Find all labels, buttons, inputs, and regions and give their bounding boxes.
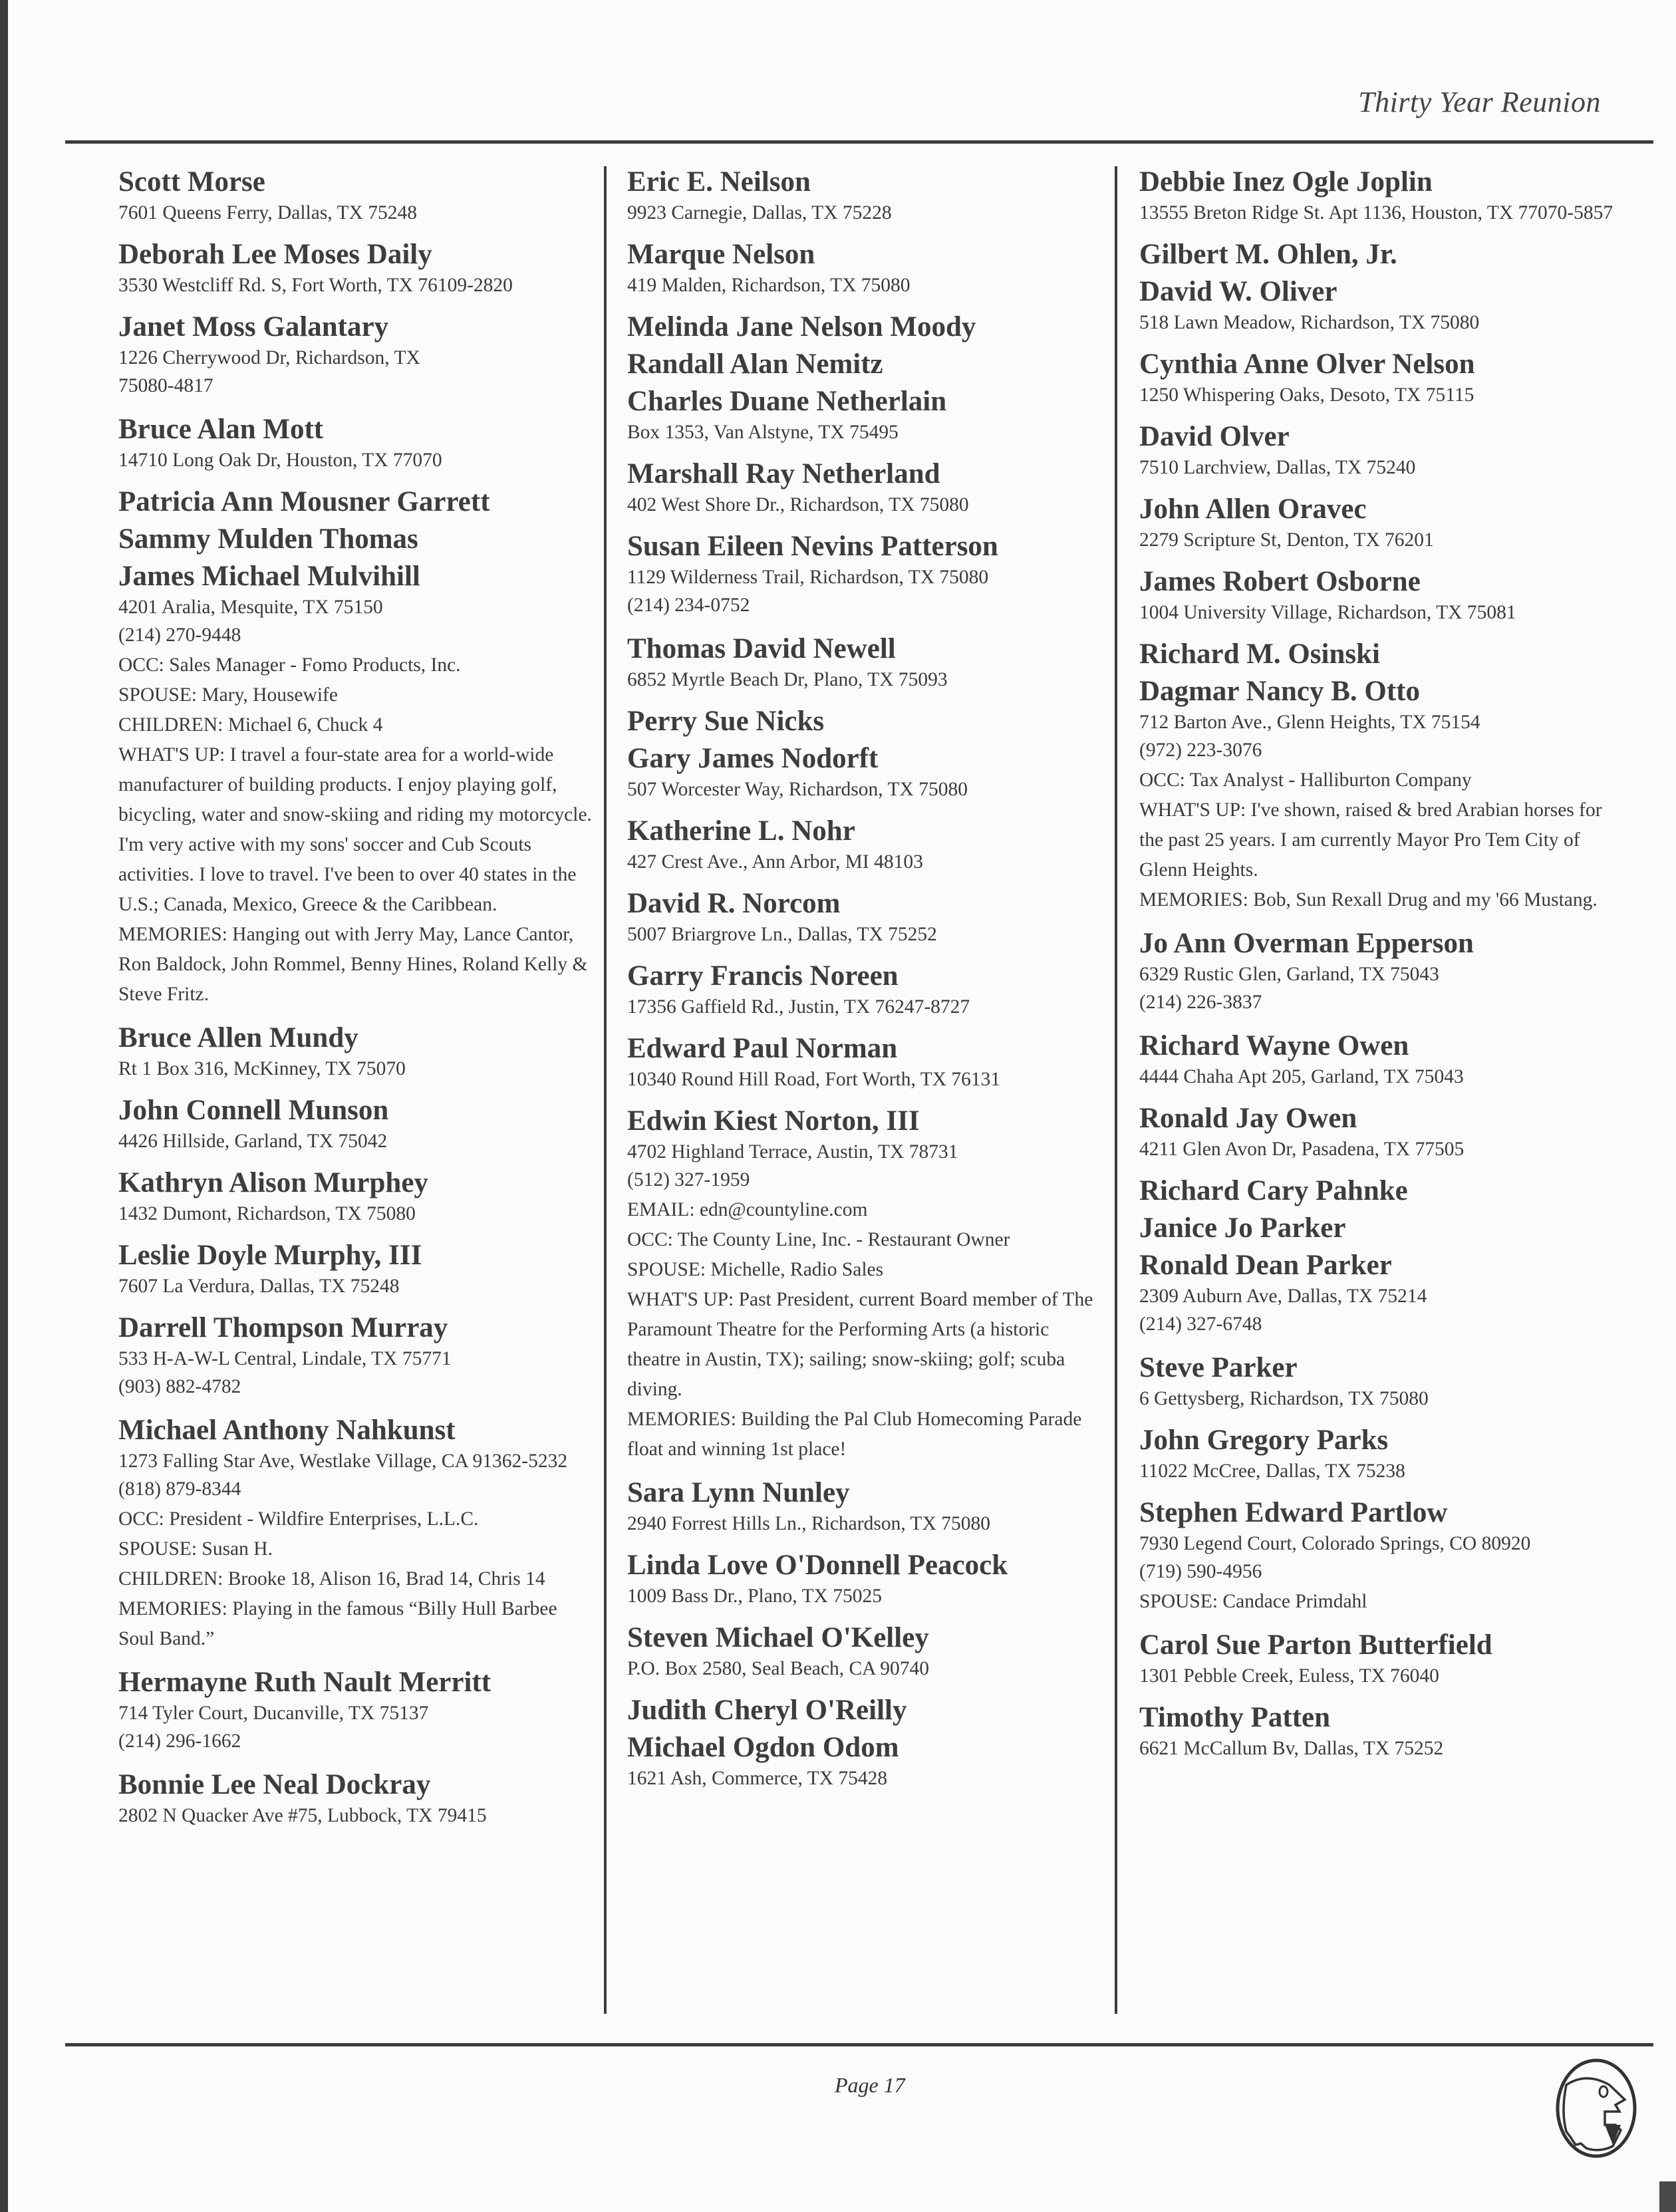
classmate-name: Edward Paul Norman bbox=[627, 1033, 898, 1064]
column-divider-2 bbox=[1115, 166, 1117, 2014]
directory-entry bbox=[118, 559, 597, 1010]
directory-entry bbox=[627, 457, 1106, 518]
classmate-name: Dagmar Nancy B. Otto bbox=[1139, 676, 1421, 707]
classmate-name: Ronald Dean Parker bbox=[1139, 1250, 1392, 1281]
address-line: 4702 Highland Terrace, Austin, TX 78731 bbox=[627, 1141, 958, 1163]
address-line: 7601 Queens Ferry, Dallas, TX 75248 bbox=[118, 202, 417, 223]
address-line: 9923 Carnegie, Dallas, TX 75228 bbox=[627, 202, 892, 223]
phone-number: (818) 879-8344 bbox=[118, 1478, 241, 1500]
address-line: 1301 Pebble Creek, Euless, TX 76040 bbox=[1139, 1665, 1439, 1687]
directory-entry bbox=[1139, 1496, 1618, 1617]
footer-rule bbox=[65, 2043, 1653, 2046]
directory-entry bbox=[627, 632, 1106, 693]
classmate-name: Kathryn Alison Murphey bbox=[118, 1167, 428, 1198]
directory-entry bbox=[627, 237, 1106, 299]
classmate-name: Scott Morse bbox=[118, 166, 265, 198]
occupation-line: OCC: Sales Manager - Fomo Products, Inc. bbox=[118, 654, 461, 676]
address-line: 402 West Shore Dr., Richardson, TX 75080 bbox=[627, 494, 969, 515]
address-line: 6852 Myrtle Beach Dr, Plano, TX 75093 bbox=[627, 669, 948, 690]
directory-entry bbox=[627, 1621, 1106, 1682]
classmate-name: Randall Alan Nemitz bbox=[627, 348, 883, 380]
spouse-line: SPOUSE: Susan H. bbox=[118, 1538, 273, 1560]
directory-entry bbox=[1139, 926, 1618, 1018]
address-line: 17356 Gaffield Rd., Justin, TX 76247-8727 bbox=[627, 996, 970, 1018]
memories-text: MEMORIES: Bob, Sun Rexall Drug and my '66 Mustang. bbox=[1139, 889, 1598, 910]
address-line: 6621 McCallum Bv, Dallas, TX 75252 bbox=[1139, 1738, 1444, 1759]
address-line: 10340 Round Hill Road, Fort Worth, TX 76131 bbox=[627, 1069, 1001, 1090]
directory-entry bbox=[118, 1093, 597, 1155]
classmate-name: Katherine L. Nohr bbox=[627, 815, 855, 847]
directory-entry bbox=[118, 1238, 597, 1300]
classmate-name: David R. Norcom bbox=[627, 888, 841, 919]
occupation-line: OCC: President - Wildfire Enterprises, L.L.C. bbox=[118, 1508, 479, 1530]
directory-entry bbox=[1139, 420, 1618, 481]
directory-entry bbox=[627, 814, 1106, 875]
address-line: 13555 Breton Ridge St. Apt 1136, Houston, TX 77070-5857 bbox=[1139, 202, 1613, 223]
address-line: 1432 Dumont, Richardson, TX 75080 bbox=[118, 1203, 416, 1224]
classmate-name: John Connell Munson bbox=[118, 1095, 389, 1126]
address-line: 427 Crest Ave., Ann Arbor, MI 48103 bbox=[627, 851, 923, 873]
directory-entry bbox=[627, 959, 1106, 1020]
classmate-name: Cynthia Anne Olver Nelson bbox=[1139, 348, 1475, 380]
directory-column-3 bbox=[1139, 165, 1618, 1773]
page-header-title: Thirty Year Reunion bbox=[1358, 86, 1601, 118]
classmate-name: Marshall Ray Netherland bbox=[627, 458, 940, 489]
occupation-line: OCC: The County Line, Inc. - Restaurant Owner bbox=[627, 1229, 1010, 1250]
directory-entry bbox=[1139, 275, 1618, 336]
directory-entry bbox=[627, 887, 1106, 948]
address-line: P.O. Box 2580, Seal Beach, CA 90740 bbox=[627, 1658, 929, 1679]
whats-up-text: WHAT'S UP: I travel a four-state area for a world-wide manufacturer of building products. I enjoy playing golf, bicycling, water and snow-skiing and riding my motorcycle. I'm very active with my sons' soccer and Cub Scouts activities. I love to travel. I've been to over 40 states in the U.S.; Canada, Mexico, Greece & the Caribbean. bbox=[118, 744, 592, 915]
scan-edge-block bbox=[1659, 2181, 1676, 2212]
classmate-name: John Allen Oravec bbox=[1139, 493, 1367, 525]
directory-entry bbox=[118, 1665, 597, 1756]
address-line: 7607 La Verdura, Dallas, TX 75248 bbox=[118, 1276, 400, 1297]
address-line: 6 Gettysberg, Richardson, TX 75080 bbox=[1139, 1388, 1429, 1409]
memories-text: MEMORIES: Building the Pal Club Homecoming Parade float and winning 1st place! bbox=[627, 1409, 1082, 1460]
spouse-line: SPOUSE: Mary, Housewife bbox=[118, 684, 338, 706]
address-line: 2279 Scripture St, Denton, TX 76201 bbox=[1139, 529, 1434, 551]
classmate-name: Garry Francis Noreen bbox=[627, 960, 899, 992]
phone-number: (719) 590-4956 bbox=[1139, 1561, 1262, 1582]
directory-entry bbox=[627, 165, 1106, 226]
address-line: 7930 Legend Court, Colorado Springs, CO 80920 bbox=[1139, 1533, 1531, 1554]
spouse-line: SPOUSE: Michelle, Radio Sales bbox=[627, 1259, 884, 1280]
address-line: 4426 Hillside, Garland, TX 75042 bbox=[118, 1131, 388, 1152]
address-line: 1129 Wilderness Trail, Richardson, TX 75080 bbox=[627, 567, 989, 588]
occupation-line: OCC: Tax Analyst - Halliburton Company bbox=[1139, 769, 1472, 791]
directory-entry bbox=[1139, 165, 1618, 226]
classmate-name: Thomas David Newell bbox=[627, 633, 896, 664]
classmate-name: Janice Jo Parker bbox=[1139, 1212, 1346, 1244]
page-number: Page 17 bbox=[835, 2073, 905, 2097]
whats-up-text: WHAT'S UP: Past President, current Board member of The Paramount Theatre for the Performing Arts (a historic theatre in Austin, TX); sailing; snow-skiing; golf; scuba diving. bbox=[627, 1289, 1093, 1400]
directory-entry bbox=[118, 522, 597, 557]
directory-entry bbox=[1139, 1628, 1618, 1689]
directory-entry bbox=[118, 310, 597, 401]
classmate-name: Bruce Allen Mundy bbox=[118, 1022, 358, 1053]
classmate-name: Eric E. Neilson bbox=[627, 166, 811, 198]
address-line: 518 Lawn Meadow, Richardson, TX 75080 bbox=[1139, 312, 1480, 333]
phone-number: (214) 296-1662 bbox=[118, 1730, 241, 1752]
address-line: 533 H-A-W-L Central, Lindale, TX 75771 bbox=[118, 1348, 452, 1369]
directory-entry bbox=[118, 485, 597, 519]
directory-entry bbox=[1139, 637, 1618, 672]
classmate-name: Edwin Kiest Norton, III bbox=[627, 1105, 920, 1137]
directory-entry bbox=[627, 704, 1106, 739]
classmate-name: Gilbert M. Ohlen, Jr. bbox=[1139, 239, 1397, 270]
classmate-name: Michael Ogdon Odom bbox=[627, 1732, 899, 1763]
classmate-name: Richard Cary Pahnke bbox=[1139, 1175, 1408, 1206]
classmate-name: John Gregory Parks bbox=[1139, 1425, 1389, 1456]
classmate-name: Jo Ann Overman Epperson bbox=[1139, 928, 1474, 959]
directory-entry bbox=[1139, 1351, 1618, 1412]
children-line: CHILDREN: Brooke 18, Alison 16, Brad 14, Chris 14 bbox=[118, 1568, 545, 1590]
classmate-name: Michael Anthony Nahkunst bbox=[118, 1415, 456, 1446]
spouse-line: SPOUSE: Candace Primdahl bbox=[1139, 1591, 1367, 1612]
address-line: 6329 Rustic Glen, Garland, TX 75043 bbox=[1139, 964, 1439, 985]
directory-entry bbox=[1139, 565, 1618, 626]
classmate-name: Patricia Ann Mousner Garrett bbox=[118, 486, 490, 517]
phone-number: (903) 882-4782 bbox=[118, 1376, 241, 1397]
directory-entry bbox=[118, 1413, 597, 1654]
directory-entry bbox=[627, 529, 1106, 621]
classmate-name: Carol Sue Parton Butterfield bbox=[1139, 1629, 1492, 1661]
classmate-name: Richard M. Osinski bbox=[1139, 638, 1380, 670]
classmate-name: James Robert Osborne bbox=[1139, 566, 1421, 597]
classmate-name: Darrell Thompson Murray bbox=[118, 1312, 448, 1343]
phone-number: (214) 270-9448 bbox=[118, 624, 241, 646]
address-line: 4211 Glen Avon Dr, Pasadena, TX 77505 bbox=[1139, 1139, 1465, 1160]
address-line: 11022 McCree, Dallas, TX 75238 bbox=[1139, 1460, 1405, 1482]
directory-entry bbox=[118, 165, 597, 226]
address-line: 1250 Whispering Oaks, Desoto, TX 75115 bbox=[1139, 384, 1474, 406]
classmate-name: Steven Michael O'Kelley bbox=[627, 1622, 929, 1653]
binding-shadow bbox=[0, 0, 8, 2212]
directory-entry bbox=[118, 1311, 597, 1402]
classmate-name: Linda Love O'Donnell Peacock bbox=[627, 1550, 1008, 1581]
directory-entry bbox=[627, 1104, 1106, 1464]
directory-entry bbox=[1139, 492, 1618, 553]
directory-entry bbox=[1139, 237, 1618, 272]
phone-number: (512) 327-1959 bbox=[627, 1169, 750, 1190]
directory-entry bbox=[1139, 1174, 1618, 1208]
address-line: 1226 Cherrywood Dr, Richardson, TX bbox=[118, 347, 420, 368]
column-divider-1 bbox=[604, 166, 607, 2014]
address-line: 2940 Forrest Hills Ln., Richardson, TX 75080 bbox=[627, 1513, 990, 1534]
directory-entry bbox=[627, 742, 1106, 803]
directory-entry bbox=[1139, 1423, 1618, 1484]
directory-entry bbox=[118, 412, 597, 474]
children-line: CHILDREN: Michael 6, Chuck 4 bbox=[118, 714, 383, 736]
address-line: 14710 Long Oak Dr, Houston, TX 77070 bbox=[118, 450, 442, 471]
classmate-name: Sammy Mulden Thomas bbox=[118, 523, 418, 555]
header-rule bbox=[65, 140, 1653, 144]
address-line: 2802 N Quacker Ave #75, Lubbock, TX 79415 bbox=[118, 1805, 487, 1826]
address-line: 2309 Auburn Ave, Dallas, TX 75214 bbox=[1139, 1286, 1427, 1307]
directory-column-1 bbox=[118, 165, 597, 1840]
classmate-name: Janet Moss Galantary bbox=[118, 311, 389, 343]
phone-number: (972) 223-3076 bbox=[1139, 740, 1262, 761]
address-line: 1621 Ash, Commerce, TX 75428 bbox=[627, 1768, 888, 1789]
classmate-name: Melinda Jane Nelson Moody bbox=[627, 311, 976, 343]
whats-up-text: WHAT'S UP: I've shown, raised & bred Arabian horses for the past 25 years. I am currently Mayor Pro Tem City of Glenn Heights. bbox=[1139, 799, 1602, 881]
directory-entry bbox=[627, 1032, 1106, 1093]
eagle-head-icon bbox=[1546, 2058, 1646, 2158]
directory-column-2 bbox=[627, 165, 1106, 1803]
phone-number: (214) 327-6748 bbox=[1139, 1313, 1262, 1335]
classmate-name: Ronald Jay Owen bbox=[1139, 1103, 1357, 1134]
classmate-name: David W. Oliver bbox=[1139, 276, 1337, 307]
classmate-name: James Michael Mulvihill bbox=[118, 561, 420, 592]
directory-entry bbox=[1139, 1248, 1618, 1339]
directory-entry bbox=[1139, 674, 1618, 915]
directory-entry bbox=[118, 237, 597, 299]
directory-entry bbox=[118, 1166, 597, 1227]
directory-entry bbox=[627, 1730, 1106, 1792]
memories-text: MEMORIES: Playing in the famous “Billy Hull Barbee Soul Band.” bbox=[118, 1598, 557, 1649]
address-line: 1004 University Village, Richardson, TX 75081 bbox=[1139, 602, 1516, 623]
address-line: 712 Barton Ave., Glenn Heights, TX 75154 bbox=[1139, 712, 1480, 733]
classmate-name: Sara Lynn Nunley bbox=[627, 1477, 850, 1508]
classmate-name: Hermayne Ruth Nault Merritt bbox=[118, 1667, 491, 1698]
address-line: 714 Tyler Court, Ducanville, TX 75137 bbox=[118, 1703, 429, 1724]
directory-entry bbox=[1139, 1029, 1618, 1090]
address-line: 75080-4817 bbox=[118, 375, 213, 396]
directory-entry bbox=[627, 1476, 1106, 1537]
address-line: 5007 Briargrove Ln., Dallas, TX 75252 bbox=[627, 924, 937, 945]
address-line: Rt 1 Box 316, McKinney, TX 75070 bbox=[118, 1058, 406, 1079]
address-line: 3530 Westcliff Rd. S, Fort Worth, TX 76109-2820 bbox=[118, 275, 513, 296]
classmate-name: Debbie Inez Ogle Joplin bbox=[1139, 166, 1433, 198]
directory-entry bbox=[627, 1548, 1106, 1609]
address-line: 419 Malden, Richardson, TX 75080 bbox=[627, 275, 910, 296]
classmate-name: Gary James Nodorft bbox=[627, 743, 879, 774]
directory-entry bbox=[627, 384, 1106, 446]
classmate-name: Leslie Doyle Murphy, III bbox=[118, 1240, 422, 1271]
classmate-name: Steve Parker bbox=[1139, 1352, 1298, 1383]
address-line: 507 Worcester Way, Richardson, TX 75080 bbox=[627, 779, 968, 800]
directory-entry bbox=[1139, 1101, 1618, 1163]
address-line: 1273 Falling Star Ave, Westlake Village, CA 91362-5232 bbox=[118, 1451, 568, 1472]
classmate-name: Perry Sue Nicks bbox=[627, 706, 825, 737]
classmate-name: Judith Cheryl O'Reilly bbox=[627, 1695, 907, 1726]
classmate-name: Bruce Alan Mott bbox=[118, 414, 324, 445]
email-line[interactable]: EMAIL: edn@countyline.com bbox=[627, 1199, 868, 1220]
classmate-name: Marque Nelson bbox=[627, 239, 815, 270]
classmate-name: Stephen Edward Partlow bbox=[1139, 1497, 1448, 1528]
classmate-name: Timothy Patten bbox=[1139, 1702, 1331, 1733]
memories-text: MEMORIES: Hanging out with Jerry May, Lance Cantor, Ron Baldock, John Rommel, Benny Hines, Roland Kelly & Steve Fritz. bbox=[118, 924, 588, 1005]
directory-entry bbox=[1139, 1701, 1618, 1762]
classmate-name: Deborah Lee Moses Daily bbox=[118, 239, 432, 270]
classmate-name: Richard Wayne Owen bbox=[1139, 1030, 1409, 1061]
phone-number: (214) 234-0752 bbox=[627, 595, 750, 616]
address-line: 7510 Larchview, Dallas, TX 75240 bbox=[1139, 457, 1416, 478]
directory-entry bbox=[118, 1021, 597, 1082]
classmate-name: David Olver bbox=[1139, 421, 1290, 452]
address-line: 1009 Bass Dr., Plano, TX 75025 bbox=[627, 1586, 882, 1607]
address-line: Box 1353, Van Alstyne, TX 75495 bbox=[627, 422, 899, 443]
classmate-name: Charles Duane Netherlain bbox=[627, 386, 947, 417]
address-line: 4444 Chaha Apt 205, Garland, TX 75043 bbox=[1139, 1066, 1464, 1087]
directory-entry bbox=[1139, 347, 1618, 408]
address-line: 4201 Aralia, Mesquite, TX 75150 bbox=[118, 597, 383, 618]
directory-entry bbox=[627, 310, 1106, 345]
directory-entry bbox=[118, 1768, 597, 1829]
directory-entry bbox=[627, 347, 1106, 382]
classmate-name: Susan Eileen Nevins Patterson bbox=[627, 531, 998, 562]
classmate-name: Bonnie Lee Neal Dockray bbox=[118, 1769, 431, 1800]
phone-number: (214) 226-3837 bbox=[1139, 992, 1262, 1013]
directory-entry bbox=[627, 1693, 1106, 1728]
directory-entry bbox=[1139, 1211, 1618, 1246]
page-binding-edge bbox=[0, 0, 15, 2212]
